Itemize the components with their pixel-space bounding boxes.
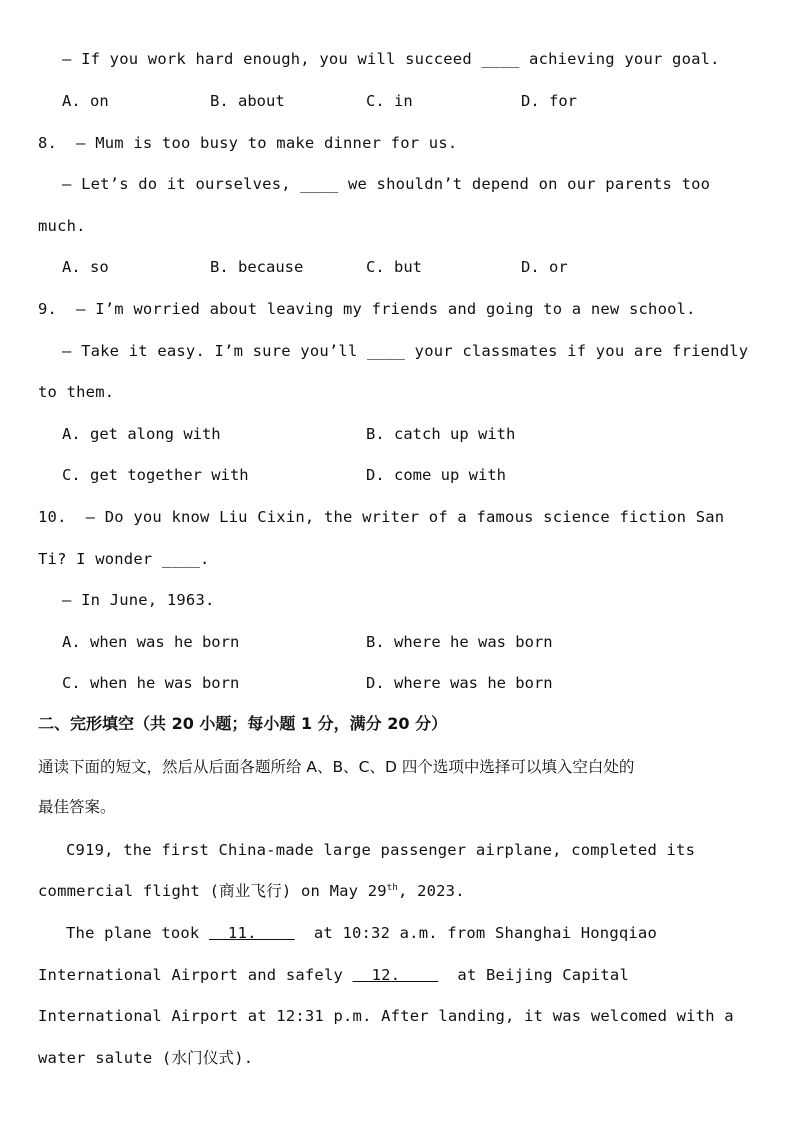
section-heading: 二、完形填空（共 20 小题；每小题 1 分，满分 20 分） xyxy=(38,714,448,733)
passage-p1-line2-text: commercial flight (商业飞行) on May 29 xyxy=(38,882,387,900)
q10-option-d: D. where was he born xyxy=(366,674,553,692)
passage-p2-line1 xyxy=(66,922,657,944)
q9-option-a: A. get along with xyxy=(62,425,221,443)
q10-option-a: A. when was he born xyxy=(62,633,240,651)
blank-12[interactable]: 12. xyxy=(352,966,439,984)
q10-answer-line: — In June, 1963. xyxy=(62,591,215,609)
q10-option-b: B. where he was born xyxy=(366,633,553,651)
q8-question: 8. — Mum is too busy to make dinner for us. xyxy=(38,134,458,152)
q9-option-c: C. get together with xyxy=(62,466,249,484)
q8-option-b: B. because xyxy=(210,258,304,276)
passage-p2-line2-start: International Airport and safely xyxy=(38,966,353,984)
q7-option-a: A. on xyxy=(62,92,109,110)
q7-option-d: D. for xyxy=(521,92,577,110)
section-instruction-line2: 最佳答案。 xyxy=(38,798,116,816)
q9-answer-line: — Take it easy. I’m sure you’ll ____ your classmates if you are friendly xyxy=(62,342,749,360)
passage-p2-line1-end: at 10:32 a.m. from Shanghai Hongqiao xyxy=(294,924,657,942)
passage-p2-line2-end: at Beijing Capital xyxy=(438,966,629,984)
q8-answer-line: — Let’s do it ourselves, ____ we shouldn’t depend on our parents too xyxy=(62,175,711,193)
q7-answer-line: — If you work hard enough, you will succeed ____ achieving your goal. xyxy=(62,50,720,68)
blank-11[interactable]: 11. xyxy=(208,924,295,942)
passage-p1-line2-end: , 2023. xyxy=(398,882,465,900)
q9-answer-cont: to them. xyxy=(38,383,115,401)
ordinal-suffix: th xyxy=(386,882,399,893)
q10-question: 10. — Do you know Liu Cixin, the writer of a famous science fiction San xyxy=(38,508,725,526)
q8-answer-cont: much. xyxy=(38,217,86,235)
q8-option-c: C. but xyxy=(366,258,422,276)
q9-question: 9. — I’m worried about leaving my friends and going to a new school. xyxy=(38,300,696,318)
passage-p2-line4: water salute (水门仪式). xyxy=(38,1049,254,1067)
q7-option-b: B. about xyxy=(210,92,285,110)
q8-option-a: A. so xyxy=(62,258,109,276)
q10-question-cont: Ti? I wonder ____. xyxy=(38,550,210,568)
passage-p2-line2 xyxy=(38,964,629,986)
passage-p1-line1: C919, the first China-made large passenger airplane, completed its xyxy=(66,841,696,859)
section-instruction-line1: 通读下面的短文，然后从后面各题所给 A、B、C、D 四个选项中选择可以填入空白处的 xyxy=(38,758,635,776)
q10-option-c: C. when he was born xyxy=(62,674,240,692)
passage-p2-line1-start: The plane took xyxy=(66,924,209,942)
q8-option-d: D. or xyxy=(521,258,568,276)
passage-p2-line3: International Airport at 12:31 p.m. After landing, it was welcomed with a xyxy=(38,1007,734,1025)
q7-option-c: C. in xyxy=(366,92,413,110)
passage-p1-line2 xyxy=(38,880,465,902)
q9-option-d: D. come up with xyxy=(366,466,506,484)
q9-option-b: B. catch up with xyxy=(366,425,516,443)
